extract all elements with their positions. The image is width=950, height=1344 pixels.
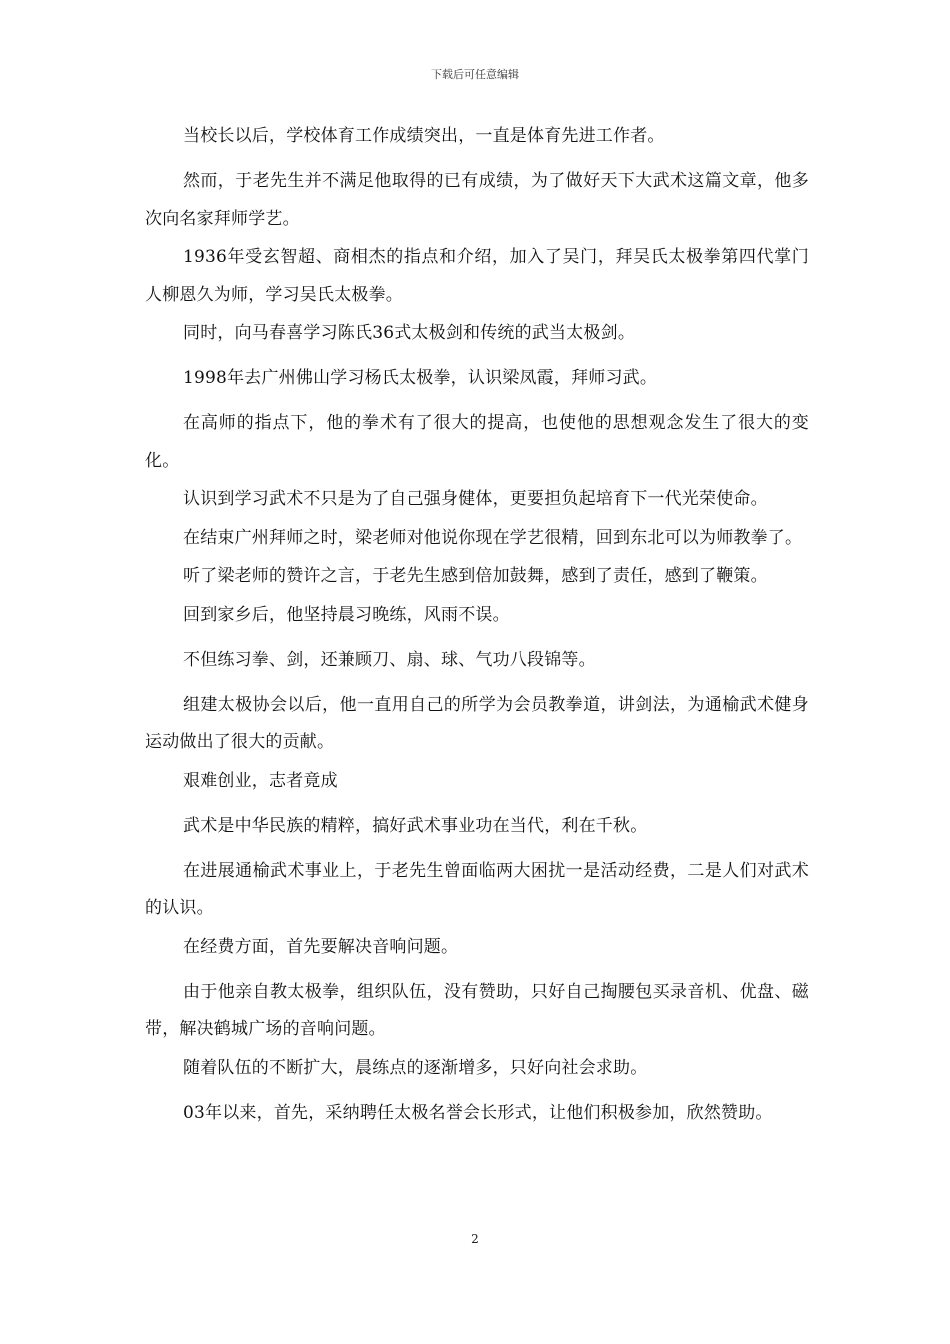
paragraph-3: 1936年受玄智超、商相杰的指点和介绍，加入了吴门，拜吴氏太极拳第四代掌门人柳恩久为师，学习吴氏太极拳。 xyxy=(145,247,809,305)
paragraph-12: 组建太极协会以后，他一直用自己的所学为会员教拳道，讲剑法，为通榆武术健身运动做出了很大的贡献。 xyxy=(145,694,809,752)
paragraph-18: 03年以来，首先，采纳聘任太极名誉会长形式，让他们积极参加，欣然赞助。 xyxy=(183,1102,773,1123)
paragraph-7: 认识到学习武术不只是为了自己强身健体，更要担负起培育下一代光荣使命。 xyxy=(183,489,768,509)
document-body xyxy=(145,118,809,1140)
paragraph-10: 回到家乡后，他坚持晨习晚练，风雨不误。 xyxy=(183,604,510,625)
paragraph-9: 听了梁老师的赞许之言，于老先生感到倍加鼓舞，感到了责任，感到了鞭策。 xyxy=(183,566,768,586)
paragraph-11: 不但练习拳、剑，还兼顾刀、扇、球、气功八段锦等。 xyxy=(183,649,596,670)
section-heading: 艰难创业，志者竟成 xyxy=(183,770,338,791)
paragraph-16: 由于他亲自教太极拳，组织队伍，没有赞助，只好自己掏腰包买录音机、优盘、磁带，解决鹤城广场的音响问题。 xyxy=(145,981,809,1039)
paragraph-5: 1998年去广州佛山学习杨氏太极拳，认识梁凤霞，拜师习武。 xyxy=(183,368,658,388)
paragraph-4: 同时，向马春喜学习陈氏36式太极剑和传统的武当太极剑。 xyxy=(183,323,636,343)
paragraph-13: 武术是中华民族的精粹，搞好武术事业功在当代，利在千秋。 xyxy=(183,815,648,836)
paragraph-14: 在进展通榆武术事业上，于老先生曾面临两大困扰一是活动经费，二是人们对武术的认识。 xyxy=(145,860,809,918)
page-number: 2 xyxy=(471,1232,479,1246)
paragraph-6: 在高师的指点下，他的拳术有了很大的提高，也使他的思想观念发生了很大的变化。 xyxy=(145,413,809,471)
paragraph-17: 随着队伍的不断扩大，晨练点的逐渐增多，只好向社会求助。 xyxy=(183,1057,648,1078)
paragraph-8: 在结束广州拜师之时，梁老师对他说你现在学艺很精，回到东北可以为师教拳了。 xyxy=(183,527,803,548)
paragraph-2: 然而，于老先生并不满足他取得的已有成绩，为了做好天下大武术这篇文章，他多次向名家拜师学艺。 xyxy=(145,171,809,229)
paragraph-15: 在经费方面，首先要解决音响问题。 xyxy=(183,936,459,957)
page-header: 下载后可任意编辑 xyxy=(431,68,519,81)
paragraph-1: 当校长以后，学校体育工作成绩突出，一直是体育先进工作者。 xyxy=(183,126,665,146)
